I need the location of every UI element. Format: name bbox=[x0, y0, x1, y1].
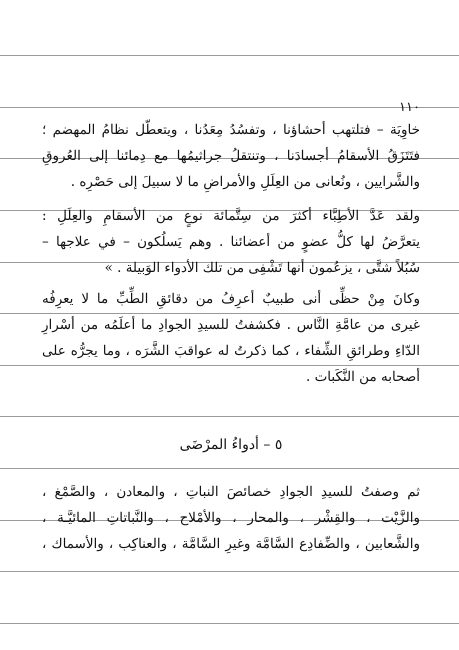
text-line: أصحابه من النَّكَبات . bbox=[306, 369, 420, 385]
rule-9 bbox=[0, 468, 459, 469]
rule-6 bbox=[0, 313, 459, 314]
text-line: والشَّعابين ، والضِّفادِع السَّامَّة وغيرِ السَّامَّة ، والعناكِب ، والأسماك ، bbox=[42, 536, 420, 552]
text-line: والشَّرايين ، ونُعانى من العِلَلِ والأمراضِ ما لا سبيلَ إلى حَصْرِه . bbox=[70, 174, 420, 190]
text-line: فتَتَزَقُ الأسقامُ أجسادَنا ، وتنتقلُ جراثيمُها مع دِمائنا إلى العُروقِ bbox=[42, 148, 420, 164]
top-rule bbox=[0, 55, 459, 56]
text-line: ثم وصفتُ للسيدِ الجوادِ خصائصَ النباتِ ، والمعادن ، والصَّمْغ ، bbox=[42, 484, 420, 500]
text-line: وكانَ مِنْ حظِّى أنى طبيبٌ أعرِفُ من دقائقِ الطِّبِّ ما لا يعرِفُه bbox=[42, 291, 420, 307]
rule-11 bbox=[0, 571, 459, 572]
text-line: والزَّيْت ، والقِشْر ، والمحار ، والأمْلاح ، والنَّباتاتِ المائيَّـة ، bbox=[42, 510, 420, 526]
text-line: خاوِيَة – فتلتهب أحشاؤنا ، وتفسُدُ مِعَدُنا ، ويتعطّل نظامُ المهضم ؛ bbox=[42, 122, 420, 138]
text-line: الدّاءِ وطرائقِ الشِّفاء ، كما ذكرتُ له عواقبَ الشَّرَه ، وما يجرُّه على bbox=[42, 343, 420, 359]
section-heading: ٥ – أدواءُ المرْضَى bbox=[179, 437, 283, 453]
page-number: ١١٠ bbox=[399, 100, 420, 115]
bottom-rule bbox=[0, 623, 459, 624]
text-line: سُبُلاً شتَّى ، يزعُمون أنها تَشْفِى من تلك الأدواء الوَبيلة . » bbox=[104, 260, 420, 276]
rule-8 bbox=[0, 416, 459, 417]
text-line: غيرى من عامَّةِ النَّاس . فكشفتُ للسيدِ الجوادِ ما أعلَمُه من أسْرارِ bbox=[42, 317, 420, 333]
text-line: ولقد عَدَّ الأطِبَّاء أكثرَ من سِتَّمائة نوعٍ من الأسقامِ والعِلَلِ : bbox=[42, 208, 420, 224]
text-line: يتعرَّضُ لها كلُّ عضوٍ من أعضائنا . وهم يَسلُكون – في علاجها – bbox=[42, 234, 420, 250]
rule-7 bbox=[0, 365, 459, 366]
